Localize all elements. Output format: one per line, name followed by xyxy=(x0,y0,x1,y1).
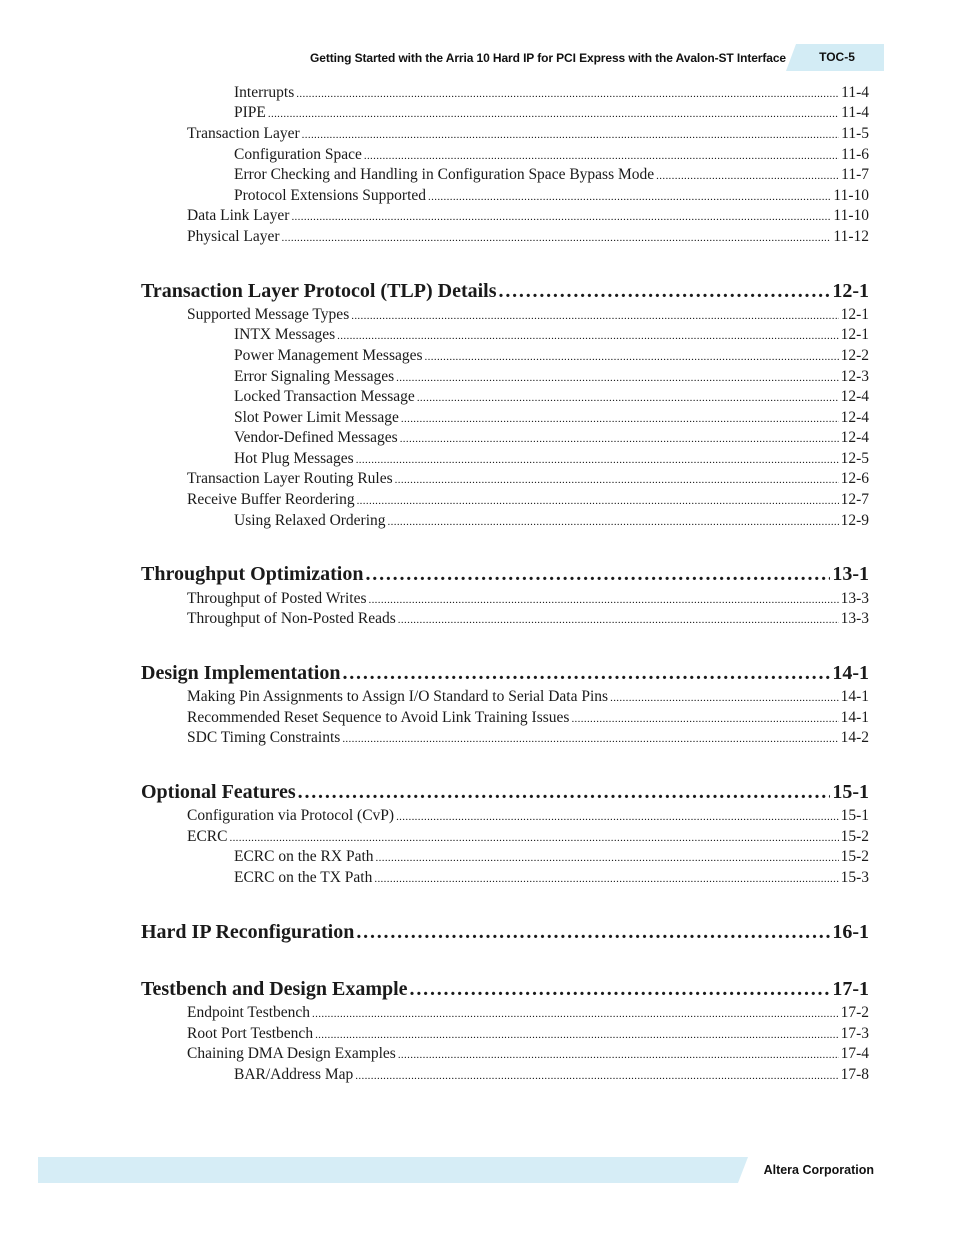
toc-chapter[interactable] xyxy=(141,563,869,586)
toc-entry-title: Using Relaxed Ordering xyxy=(234,512,386,529)
toc-leader-dots xyxy=(425,347,839,365)
toc-entry[interactable] xyxy=(234,429,869,447)
toc-entry[interactable] xyxy=(187,228,869,246)
toc-leader-dots xyxy=(315,1025,839,1043)
toc-entry-title: Endpoint Testbench xyxy=(187,1004,311,1021)
toc-chapter[interactable] xyxy=(141,921,869,944)
toc-chapter[interactable] xyxy=(141,978,869,1001)
toc-entry[interactable] xyxy=(234,166,869,184)
page-number-tab: TOC-5 xyxy=(796,44,884,71)
toc-entry-title: Hard IP Reconfiguration xyxy=(141,921,355,943)
toc-page-number: 12-1 xyxy=(840,306,869,323)
toc-entry[interactable] xyxy=(234,848,869,866)
toc-page-number: 17-2 xyxy=(840,1004,869,1021)
toc-leader-dots xyxy=(364,146,839,164)
toc-entry-title: Locked Transaction Message xyxy=(234,388,415,405)
toc-entry-title: Throughput of Non-Posted Reads xyxy=(187,610,396,627)
toc-entry[interactable] xyxy=(187,688,869,706)
toc-entry[interactable] xyxy=(234,326,869,344)
toc-leader-dots xyxy=(388,512,839,530)
toc-leader-dots xyxy=(374,869,838,887)
toc-leader-dots xyxy=(291,207,831,225)
toc-page-number: 11-10 xyxy=(833,207,869,224)
toc-entry-title: Physical Layer xyxy=(187,228,280,245)
toc-page-number: 11-5 xyxy=(841,125,869,142)
toc-entry-title: Power Management Messages xyxy=(234,347,423,364)
toc-page-number: 13-3 xyxy=(840,590,869,607)
toc-leader-dots xyxy=(342,662,830,685)
toc-entry[interactable] xyxy=(187,590,869,608)
toc-page-number: 11-7 xyxy=(841,166,869,183)
toc-page-number: 11-6 xyxy=(841,146,869,163)
toc-entry[interactable] xyxy=(234,84,869,102)
toc-entry[interactable] xyxy=(187,125,869,143)
toc-entry-title: ECRC on the RX Path xyxy=(234,848,374,865)
toc-entry-title: Transaction Layer xyxy=(187,125,300,142)
toc-leader-dots xyxy=(398,1045,839,1063)
toc-entry-title: Data Link Layer xyxy=(187,207,290,224)
toc-page-number: 15-3 xyxy=(840,869,869,886)
toc-entry[interactable] xyxy=(187,828,869,846)
toc-page-number: 15-2 xyxy=(840,828,869,845)
toc-leader-dots xyxy=(401,409,839,427)
toc-page-number: 17-3 xyxy=(840,1025,869,1042)
toc-page-number: 14-2 xyxy=(840,729,869,746)
toc-leader-dots xyxy=(229,828,838,846)
toc-entry[interactable] xyxy=(234,347,869,365)
toc-leader-dots xyxy=(499,280,831,303)
toc-entry[interactable] xyxy=(187,1045,869,1063)
toc-leader-dots xyxy=(395,470,839,488)
toc-page-number: 15-2 xyxy=(840,848,869,865)
toc-page-number: 16-1 xyxy=(832,921,869,943)
toc-leader-dots xyxy=(428,187,831,205)
toc-entry[interactable] xyxy=(187,729,869,747)
toc-leader-dots xyxy=(400,429,839,447)
toc-entry-title: Transaction Layer Routing Rules xyxy=(187,470,393,487)
toc-leader-dots xyxy=(302,125,840,143)
toc-entry-title: Making Pin Assignments to Assign I/O Standard to Serial Data Pins xyxy=(187,688,609,705)
toc-leader-dots xyxy=(298,781,831,804)
toc-chapter[interactable] xyxy=(141,280,869,303)
toc-page-number: 13-3 xyxy=(840,610,869,627)
toc-page-number: 14-1 xyxy=(840,709,869,726)
toc-leader-dots xyxy=(342,729,838,747)
toc-entry[interactable] xyxy=(234,409,869,427)
toc-entry-title: INTX Messages xyxy=(234,326,336,343)
toc-leader-dots xyxy=(610,688,838,706)
toc-entry-title: Receive Buffer Reordering xyxy=(187,491,355,508)
toc-leader-dots xyxy=(355,1066,838,1084)
toc-page-number: 11-4 xyxy=(841,84,869,101)
toc-page-number: 14-1 xyxy=(840,688,869,705)
toc-leader-dots xyxy=(357,491,839,509)
toc-entry-title: PIPE xyxy=(234,104,266,121)
toc-chapter[interactable] xyxy=(141,662,869,685)
toc-entry-title: Interrupts xyxy=(234,84,295,101)
toc-entry-title: Recommended Reset Sequence to Avoid Link Training Issues xyxy=(187,709,570,726)
toc-page-number: 12-4 xyxy=(840,388,869,405)
toc-leader-dots xyxy=(376,848,839,866)
toc-entry[interactable] xyxy=(187,709,869,727)
toc-entry-title: ECRC on the TX Path xyxy=(234,869,373,886)
toc-entry-title: Hot Plug Messages xyxy=(234,450,354,467)
toc-entry-title: Error Checking and Handling in Configuration Space Bypass Mode xyxy=(234,166,655,183)
toc-leader-dots xyxy=(368,590,838,608)
toc-leader-dots xyxy=(356,921,830,944)
toc-page-number: 11-4 xyxy=(841,104,869,121)
toc-entry-title: Slot Power Limit Message xyxy=(234,409,399,426)
toc-page-number: 12-4 xyxy=(840,409,869,426)
toc-entry-title: Throughput of Posted Writes xyxy=(187,590,367,607)
toc-leader-dots xyxy=(312,1004,839,1022)
toc-entry[interactable] xyxy=(234,512,869,530)
toc-page-number: 11-10 xyxy=(833,187,869,204)
toc-page-number: 12-1 xyxy=(840,326,869,343)
toc-entry-title: Supported Message Types xyxy=(187,306,350,323)
document-title: Getting Started with the Arria 10 Hard IP for PCI Express with the Avalon-ST Interface xyxy=(310,51,786,65)
toc-leader-dots xyxy=(396,807,839,825)
footer-bar xyxy=(38,1157,738,1183)
toc-entry-title: Chaining DMA Design Examples xyxy=(187,1045,396,1062)
toc-chapter[interactable] xyxy=(141,781,869,804)
toc-page-number: 12-7 xyxy=(840,491,869,508)
toc-page-number: 17-8 xyxy=(840,1066,869,1083)
toc-entry[interactable] xyxy=(187,807,869,825)
toc-leader-dots xyxy=(571,709,838,727)
toc-entry-title: Throughput Optimization xyxy=(141,563,364,585)
toc-entry-title: BAR/Address Map xyxy=(234,1066,354,1083)
toc-page-number: 15-1 xyxy=(832,781,869,803)
toc-entry[interactable] xyxy=(187,1025,869,1043)
toc-entry-title: Protocol Extensions Supported xyxy=(234,187,427,204)
toc-leader-dots xyxy=(365,563,830,586)
toc-leader-dots xyxy=(656,166,839,184)
toc-entry[interactable] xyxy=(234,146,869,164)
toc-page-number: 17-4 xyxy=(840,1045,869,1062)
toc-entry[interactable] xyxy=(234,388,869,406)
toc-leader-dots xyxy=(356,450,839,468)
footer-company: Altera Corporation xyxy=(763,1163,874,1177)
toc-entry[interactable] xyxy=(234,869,869,887)
toc-entry-title: Transaction Layer Protocol (TLP) Details xyxy=(141,280,497,302)
toc-leader-dots xyxy=(351,306,838,324)
toc-page-number: 11-12 xyxy=(833,228,869,245)
toc-leader-dots xyxy=(282,228,832,246)
toc-leader-dots xyxy=(410,978,831,1001)
toc-leader-dots xyxy=(398,610,839,628)
toc-leader-dots xyxy=(268,104,839,122)
toc-leader-dots xyxy=(396,368,838,386)
toc-leader-dots xyxy=(337,326,838,344)
toc-entry[interactable] xyxy=(234,450,869,468)
toc-entry-title: Root Port Testbench xyxy=(187,1025,314,1042)
toc-entry-title: Optional Features xyxy=(141,781,296,803)
toc-entry[interactable] xyxy=(187,1004,869,1022)
toc-page-number: 12-4 xyxy=(840,429,869,446)
toc-entry-title: SDC Timing Constraints xyxy=(187,729,341,746)
toc-page-number: 12-2 xyxy=(840,347,869,364)
toc-entry[interactable] xyxy=(234,368,869,386)
toc-page-number: 12-5 xyxy=(840,450,869,467)
toc-page-number: 12-1 xyxy=(832,280,869,302)
toc-entry-title: Design Implementation xyxy=(141,662,341,684)
toc-entry[interactable] xyxy=(234,1066,869,1084)
toc-entry-title: Error Signaling Messages xyxy=(234,368,395,385)
toc-entry[interactable] xyxy=(234,104,869,122)
toc-page-number: 14-1 xyxy=(832,662,869,684)
toc-entry[interactable] xyxy=(187,491,869,509)
toc-entry[interactable] xyxy=(187,306,869,324)
toc-entry-title: ECRC xyxy=(187,828,228,845)
toc-entry[interactable] xyxy=(187,610,869,628)
toc-page-number: 13-1 xyxy=(832,563,869,585)
toc-leader-dots xyxy=(417,388,839,406)
toc-entry[interactable] xyxy=(187,470,869,488)
toc-page-number: 12-3 xyxy=(840,368,869,385)
toc-entry-title: Configuration Space xyxy=(234,146,362,163)
toc-page-number: 17-1 xyxy=(832,978,869,1000)
toc-page-number: 15-1 xyxy=(840,807,869,824)
toc-leader-dots xyxy=(296,84,839,102)
toc-entry-title: Testbench and Design Example xyxy=(141,978,408,1000)
toc-entry-title: Vendor-Defined Messages xyxy=(234,429,398,446)
toc-entry[interactable] xyxy=(234,187,869,205)
toc-entry[interactable] xyxy=(187,207,869,225)
toc-page-number: 12-6 xyxy=(840,470,869,487)
toc-page-number: 12-9 xyxy=(840,512,869,529)
toc-entry-title: Configuration via Protocol (CvP) xyxy=(187,807,395,824)
